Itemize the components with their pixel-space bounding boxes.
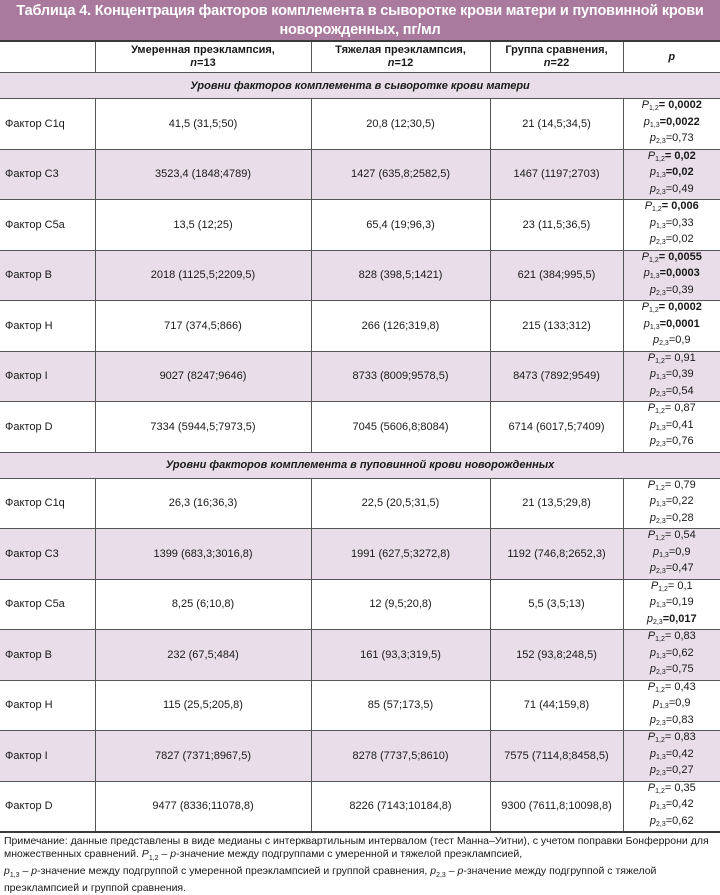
p-values-cell (623, 200, 720, 251)
p-label: p (650, 495, 656, 507)
p-subscript: 1,2 (655, 737, 665, 744)
moderate-value-cell: 7334 (5944,5;7973,5) (95, 402, 311, 453)
p-value: =0,62 (666, 647, 694, 659)
moderate-value-cell: 3523,4 (1848;4789) (95, 149, 311, 200)
p-value: =0,0022 (660, 116, 700, 128)
table-row (0, 99, 720, 150)
p-value: =0,02 (666, 166, 694, 178)
p-value: = 0,35 (665, 782, 696, 794)
p-values-cell (623, 781, 720, 832)
severe-value-cell: 828 (398,5;1421) (311, 250, 490, 301)
p-subscript: 1,3 (650, 273, 660, 280)
control-value-cell: 5,5 (3,5;13) (490, 579, 623, 630)
severe-value-cell: 65,4 (19;96,3) (311, 200, 490, 251)
p-label: P (648, 630, 655, 642)
p-label: p (650, 419, 656, 431)
p-label: p (653, 546, 659, 558)
table-row (0, 731, 720, 782)
factor-cell: Фактор I (0, 351, 95, 402)
table-row (0, 680, 720, 731)
p-subscript: 1,3 (659, 703, 669, 710)
table-row (0, 200, 720, 251)
p-value: =0,0001 (660, 318, 700, 330)
severe-value-cell: 1991 (627,5;3272,8) (311, 529, 490, 580)
p-subscript: 2,3 (656, 568, 666, 575)
p-subscript: 2,3 (653, 619, 663, 626)
p-value: =0,33 (666, 217, 694, 229)
p-value-line (624, 334, 720, 351)
p-subscript: 1,2 (655, 358, 665, 365)
p-value-line (624, 217, 720, 234)
p-value-line (624, 402, 720, 419)
p-label: P (642, 99, 649, 111)
p-subscript: 1,3 (656, 501, 666, 508)
p-subscript: 1,2 (649, 257, 659, 264)
p-label: p (644, 318, 650, 330)
p-label: P (642, 301, 649, 313)
p-value-line (624, 613, 720, 630)
p-subscript: 1,3 (656, 374, 666, 381)
p-label: P (648, 782, 655, 794)
p-subscript: 1,3 (656, 804, 666, 811)
table-body (0, 73, 720, 833)
p-label: p (650, 596, 656, 608)
p-label: p (650, 166, 656, 178)
p-value: =0,75 (666, 663, 694, 675)
factor-cell: Фактор C5a (0, 200, 95, 251)
p-subscript: 1,3 (656, 602, 666, 609)
p-label: p (650, 435, 656, 447)
p-value: =0,47 (666, 562, 694, 574)
section-title: Уровни факторов комплемента в сыворотке крови матери (0, 73, 720, 99)
p-label: p (644, 267, 650, 279)
p-value: =0,27 (666, 764, 694, 776)
p-subscript: 1,2 (649, 307, 659, 314)
p-label: P (648, 352, 655, 364)
table-row (0, 630, 720, 681)
p-subscript: 1,2 (655, 636, 665, 643)
p-value: =0,9 (669, 334, 691, 346)
severe-value-cell: 8278 (7737,5;8610) (311, 731, 490, 782)
p-label: p (653, 697, 659, 709)
p-label: P (648, 529, 655, 541)
p-label: p (650, 284, 656, 296)
p-value-line (624, 663, 720, 680)
p-values-cell (623, 402, 720, 453)
p-label: p (650, 647, 656, 659)
p-label: p (650, 815, 656, 827)
p-label: P (648, 402, 655, 414)
header-severe: Тяжелая преэклампсия, n=12 (311, 42, 490, 73)
control-value-cell: 71 (44;159,8) (490, 680, 623, 731)
factor-cell: Фактор C3 (0, 149, 95, 200)
moderate-value-cell: 1399 (683,3;3016,8) (95, 529, 311, 580)
p-value-line (624, 132, 720, 149)
p-label: p (650, 385, 656, 397)
p-value: =0,017 (663, 613, 697, 625)
p-value: =0,41 (666, 419, 694, 431)
p-subscript: 2,3 (656, 720, 666, 727)
factor-cell: Фактор C5a (0, 579, 95, 630)
header-p: p (623, 42, 720, 73)
p-value: =0,83 (666, 714, 694, 726)
p-subscript: 1,3 (656, 754, 666, 761)
p-value-line (624, 99, 720, 116)
table-row (0, 149, 720, 200)
p-value-line (624, 630, 720, 647)
p-subscript: 1,2 (655, 535, 665, 542)
control-value-cell: 621 (384;995,5) (490, 250, 623, 301)
factor-cell: Фактор B (0, 250, 95, 301)
p-subscript: 1,2 (655, 408, 665, 415)
p-value: =0,9 (669, 546, 691, 558)
p-label: p (650, 183, 656, 195)
moderate-value-cell: 7827 (7371;8967,5) (95, 731, 311, 782)
complement-factors-table (0, 42, 720, 833)
p-subscript: 1,2 (655, 156, 665, 163)
p-label: P (648, 150, 655, 162)
severe-value-cell: 12 (9,5;20,8) (311, 579, 490, 630)
p-value-line (624, 284, 720, 301)
p-subscript: 1,3 (656, 653, 666, 660)
p-value-line (624, 419, 720, 436)
p-value-line (624, 798, 720, 815)
p-value: =0,39 (666, 368, 694, 380)
p-value-line (624, 183, 720, 200)
p-value-line (624, 647, 720, 664)
p-label: p (650, 714, 656, 726)
p-value: =0,28 (666, 512, 694, 524)
p-value-line (624, 267, 720, 284)
section-header-row (0, 452, 720, 478)
p-subscript: 1,3 (650, 324, 660, 331)
p-value-line (624, 512, 720, 529)
p-values-cell (623, 680, 720, 731)
moderate-value-cell: 8,25 (6;10,8) (95, 579, 311, 630)
control-value-cell: 1192 (746,8;2652,3) (490, 529, 623, 580)
table-title (0, 0, 720, 42)
p-label: P (642, 251, 649, 263)
table-footnote: Примечание: данные представлены в виде медианы с интерквартильным интервалом (тест Манна–Уитни), с учетом поправки Бонферрони для множественных сравнений. $P_{1,2}$ – p-значение между подгруппами с умеренной и тяжелой преэклампсией, $p_{1,3}$ – p-значение между подгруппой с умеренной преэклампсией и группой сравнения, $p_{2,3}$ – p-значение между подгруппой с тяжелой преэклампсией и группой сравнения. (0, 833, 720, 895)
moderate-value-cell: 9477 (8336;11078,8) (95, 781, 311, 832)
p-value: =0,54 (666, 385, 694, 397)
control-value-cell: 8473 (7892;9549) (490, 351, 623, 402)
factor-cell: Фактор C1q (0, 99, 95, 150)
header-factor (0, 42, 95, 73)
p-values-cell (623, 630, 720, 681)
p-subscript: 1,2 (655, 687, 665, 694)
table-row (0, 579, 720, 630)
p-subscript: 2,3 (656, 189, 666, 196)
p-subscript: 1,3 (656, 172, 666, 179)
p-value: = 0,54 (665, 529, 696, 541)
p-subscript: 2,3 (656, 239, 666, 246)
p-subscript: 1,2 (655, 788, 665, 795)
p-value-line (624, 233, 720, 250)
p-subscript: 1,2 (655, 485, 665, 492)
p-value-line (624, 318, 720, 335)
factor-cell: Фактор B (0, 630, 95, 681)
p-value: = 0,91 (665, 352, 696, 364)
severe-value-cell: 1427 (635,8;2582,5) (311, 149, 490, 200)
p-value: = 0,83 (665, 731, 696, 743)
severe-value-cell: 85 (57;173,5) (311, 680, 490, 731)
p-value-line (624, 731, 720, 748)
p-subscript: 2,3 (656, 441, 666, 448)
factor-cell: Фактор H (0, 680, 95, 731)
p-value: =0,19 (666, 596, 694, 608)
moderate-value-cell: 26,3 (16;36,3) (95, 478, 311, 529)
p-value: = 0,0055 (659, 251, 702, 263)
header-control: Группа сравнения, n=22 (490, 42, 623, 73)
p-value-line (624, 714, 720, 731)
table-row (0, 351, 720, 402)
p-value-line (624, 697, 720, 714)
table-title-line1: Таблица 4. Концентрация факторов комплемента в сыворотке крови матери и пуповинной крови (0, 2, 720, 21)
p-label: p (650, 368, 656, 380)
p-value-line (624, 479, 720, 496)
p-value: = 0,0002 (659, 99, 702, 111)
p-value: = 0,79 (665, 479, 696, 491)
table-row (0, 250, 720, 301)
p-subscript: 2,3 (656, 669, 666, 676)
p-label: P (651, 580, 658, 592)
section-header-row (0, 73, 720, 99)
p-label: p (650, 764, 656, 776)
control-value-cell: 21 (13,5;29,8) (490, 478, 623, 529)
p-value: =0,76 (666, 435, 694, 447)
p-value-line (624, 116, 720, 133)
moderate-value-cell: 717 (374,5;866) (95, 301, 311, 352)
control-value-cell: 9300 (7611,8;10098,8) (490, 781, 623, 832)
p-value-line (624, 764, 720, 781)
p-values-cell (623, 250, 720, 301)
p-subscript: 2,3 (656, 138, 666, 145)
table-row (0, 301, 720, 352)
section-title: Уровни факторов комплемента в пуповинной крови новорожденных (0, 452, 720, 478)
factor-cell: Фактор I (0, 731, 95, 782)
p-label: p (653, 334, 659, 346)
p-subscript: 1,3 (656, 223, 666, 230)
table-row (0, 529, 720, 580)
p-values-cell (623, 301, 720, 352)
p-value-line (624, 301, 720, 318)
control-value-cell: 152 (93,8;248,5) (490, 630, 623, 681)
p-value: =0,39 (666, 284, 694, 296)
severe-value-cell: 20,8 (12;30,5) (311, 99, 490, 150)
factor-cell: Фактор H (0, 301, 95, 352)
p-subscript: 1,3 (650, 122, 660, 129)
p-value: = 0,02 (665, 150, 696, 162)
p-subscript: 2,3 (656, 770, 666, 777)
p-subscript: 2,3 (656, 290, 666, 297)
table-row (0, 478, 720, 529)
p-value-line (624, 815, 720, 832)
factor-cell: Фактор D (0, 402, 95, 453)
p-value: =0,49 (666, 183, 694, 195)
p-value: =0,73 (666, 132, 694, 144)
table-title-line2: новорожденных, пг/мл (0, 21, 720, 40)
table-row (0, 402, 720, 453)
p-value-line (624, 352, 720, 369)
p-label: p (650, 562, 656, 574)
p-value: =0,42 (666, 798, 694, 810)
p-value-line (624, 495, 720, 512)
severe-value-cell: 8733 (8009;9578,5) (311, 351, 490, 402)
p-label: P (648, 681, 655, 693)
p-value-line (624, 782, 720, 799)
p-value: =0,22 (666, 495, 694, 507)
p-value: = 0,83 (665, 630, 696, 642)
p-subscript: 2,3 (656, 391, 666, 398)
p-subscript: 1,2 (652, 206, 662, 213)
p-value: =0,9 (669, 697, 691, 709)
p-value-line (624, 251, 720, 268)
p-subscript: 2,3 (656, 518, 666, 525)
factor-cell: Фактор D (0, 781, 95, 832)
p-subscript: 1,3 (656, 425, 666, 432)
p-label: p (650, 512, 656, 524)
p-label: P (648, 731, 655, 743)
p-label: p (650, 663, 656, 675)
moderate-value-cell: 115 (25,5;205,8) (95, 680, 311, 731)
p-value: = 0,0002 (659, 301, 702, 313)
p-label: p (647, 613, 653, 625)
p-value: =0,62 (666, 815, 694, 827)
p-value: =0,02 (666, 233, 694, 245)
control-value-cell: 1467 (1197;2703) (490, 149, 623, 200)
control-value-cell: 23 (11,5;36,5) (490, 200, 623, 251)
header-moderate: Умеренная преэклампсия, n=13 (95, 42, 311, 73)
p-label: p (650, 132, 656, 144)
severe-value-cell: 266 (126;319,8) (311, 301, 490, 352)
control-value-cell: 215 (133;312) (490, 301, 623, 352)
p-value-line (624, 368, 720, 385)
p-values-cell (623, 579, 720, 630)
p-value-line (624, 529, 720, 546)
p-value-line (624, 435, 720, 452)
p-subscript: 1,2 (649, 105, 659, 112)
p-value-line (624, 748, 720, 765)
p-value: = 0,1 (668, 580, 693, 592)
moderate-value-cell: 2018 (1125,5;2209,5) (95, 250, 311, 301)
p-value-line (624, 150, 720, 167)
control-value-cell: 6714 (6017,5;7409) (490, 402, 623, 453)
p-label: p (650, 233, 656, 245)
p-value-line (624, 596, 720, 613)
factor-cell: Фактор C3 (0, 529, 95, 580)
p-value: = 0,006 (662, 200, 699, 212)
p-value-line (624, 681, 720, 698)
severe-value-cell: 7045 (5606,8;8084) (311, 402, 490, 453)
p-value-line (624, 166, 720, 183)
p-subscript: 1,2 (658, 586, 668, 593)
p-values-cell (623, 149, 720, 200)
header-row (0, 42, 720, 73)
p-label: p (644, 116, 650, 128)
p-label: p (650, 748, 656, 760)
p-value: = 0,87 (665, 402, 696, 414)
p-value-line (624, 562, 720, 579)
p-values-cell (623, 731, 720, 782)
moderate-value-cell: 13,5 (12;25) (95, 200, 311, 251)
p-values-cell (623, 99, 720, 150)
p-values-cell (623, 529, 720, 580)
severe-value-cell: 161 (93,3;319,5) (311, 630, 490, 681)
severe-value-cell: 22,5 (20,5;31,5) (311, 478, 490, 529)
p-value: =0,42 (666, 748, 694, 760)
p-value-line (624, 580, 720, 597)
control-value-cell: 21 (14,5;34,5) (490, 99, 623, 150)
p-value-line (624, 385, 720, 402)
p-values-cell (623, 478, 720, 529)
factor-cell: Фактор C1q (0, 478, 95, 529)
p-label: P (648, 479, 655, 491)
p-values-cell (623, 351, 720, 402)
p-subscript: 2,3 (659, 340, 669, 347)
p-subscript: 1,3 (659, 552, 669, 559)
severe-value-cell: 8226 (7143;10184,8) (311, 781, 490, 832)
p-subscript: 2,3 (656, 821, 666, 828)
p-label: p (650, 217, 656, 229)
moderate-value-cell: 9027 (8247;9646) (95, 351, 311, 402)
p-value: = 0,43 (665, 681, 696, 693)
moderate-value-cell: 41,5 (31,5;50) (95, 99, 311, 150)
p-label: p (650, 798, 656, 810)
p-value-line (624, 546, 720, 563)
p-value-line (624, 200, 720, 217)
moderate-value-cell: 232 (67,5;484) (95, 630, 311, 681)
p-label: P (645, 200, 652, 212)
control-value-cell: 7575 (7114,8;8458,5) (490, 731, 623, 782)
p-value: =0,0003 (660, 267, 700, 279)
table-row (0, 781, 720, 832)
